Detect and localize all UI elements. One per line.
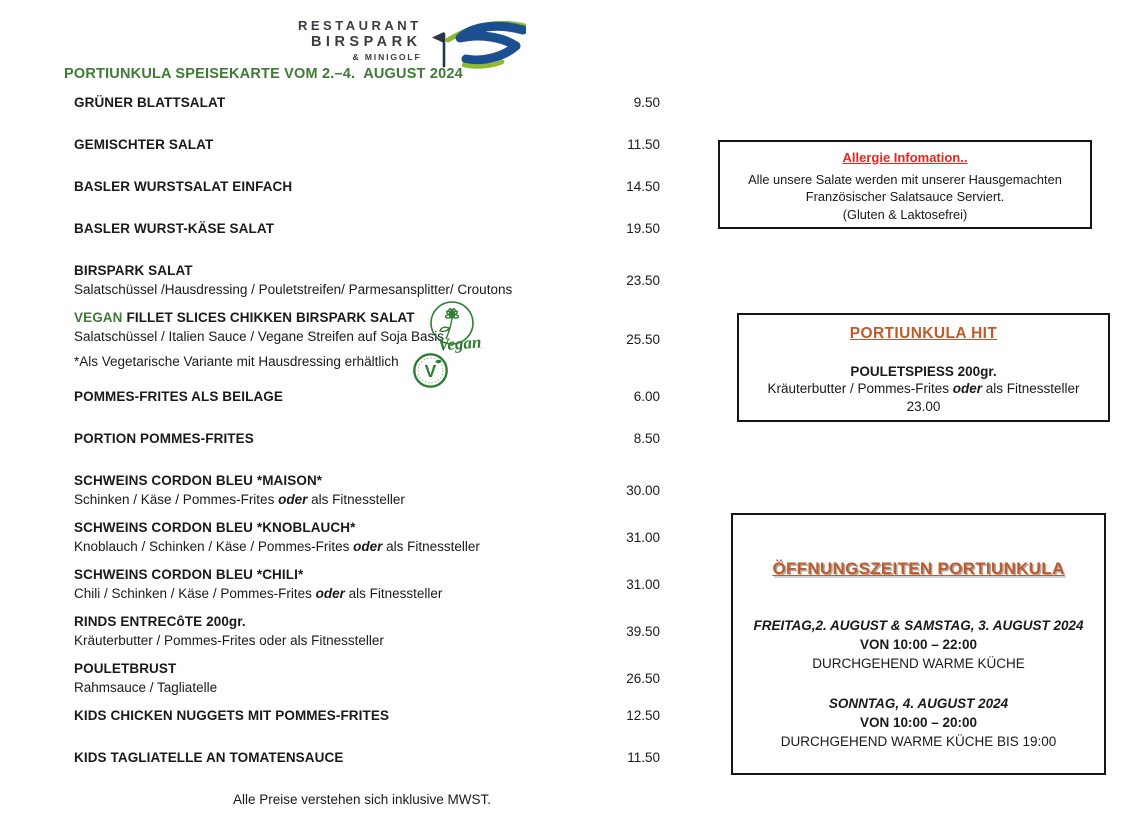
menu-item-description: Kräuterbutter / Pommes-Frites oder als Fitnessteller xyxy=(74,633,384,648)
menu-item-price: 11.50 xyxy=(627,750,660,765)
menu-item-text xyxy=(74,661,217,695)
menu-item-text xyxy=(74,179,292,194)
menu-item-description: Salatschüssel / Italien Sauce / Vegane Streifen auf Soja Basis xyxy=(74,329,444,344)
menu-item-text xyxy=(74,263,512,297)
menu-item-name: GRÜNER BLATTSALAT xyxy=(74,95,226,110)
menu-item-row xyxy=(64,567,660,601)
menu-item-name: BIRSPARK SALAT xyxy=(74,263,193,278)
menu-item-row xyxy=(64,179,660,194)
menu-item-price: 14.50 xyxy=(626,179,660,194)
menu-item-text xyxy=(74,389,283,404)
vegan-tag: VEGAN xyxy=(74,310,123,325)
menu-item-name: BASLER WURSTSALAT EINFACH xyxy=(74,179,293,194)
menu-item-text xyxy=(74,95,225,110)
menu-item-price: 31.00 xyxy=(626,576,660,592)
menu-item-price: 39.50 xyxy=(626,623,660,639)
opening-hours-section xyxy=(733,616,1104,673)
menu-item-name: BASLER WURST-KÄSE SALAT xyxy=(74,221,275,236)
menu-item-row xyxy=(64,310,660,381)
menu-item-price: 9.50 xyxy=(633,95,660,110)
menu-item-text xyxy=(74,137,213,152)
logo-line-birspark: BIRSPARK xyxy=(310,34,422,50)
menu-item-price: 25.50 xyxy=(626,332,660,347)
opening-hours-box xyxy=(731,513,1106,775)
menu-item-row xyxy=(64,520,660,554)
menu-item-name: POULETBRUST xyxy=(74,661,177,676)
menu-item-price: 26.50 xyxy=(626,670,660,686)
menu-item-text xyxy=(74,614,384,648)
menu-item-description: Chili / Schinken / Käse / Pommes-Frites oder als Fitnessteller xyxy=(74,586,443,601)
menu-item-name: POMMES-FRITES ALS BEILAGE xyxy=(74,389,284,404)
menu-item-name: SCHWEINS CORDON BLEU *CHILI* xyxy=(74,567,304,582)
menu-item-name: SCHWEINS CORDON BLEU *KNOBLAUCH* xyxy=(74,520,356,535)
menu-item-price: 8.50 xyxy=(633,431,660,446)
menu-item-text xyxy=(74,520,480,554)
opening-hours-time: VON 10:00 – 20:00 xyxy=(859,715,978,730)
menu-item-price: 6.00 xyxy=(633,389,660,404)
menu-item-text xyxy=(74,310,444,369)
allergy-box-line1: Alle unsere Salate werden mit unserer Hausgemachten xyxy=(748,172,1062,187)
menu-item-name: KIDS CHICKEN NUGGETS MIT POMMES-FRITES xyxy=(74,708,390,723)
hit-dish-name: POULETSPIESS 200gr. xyxy=(850,364,997,379)
menu-item-row xyxy=(64,137,660,152)
menu-item-row xyxy=(64,263,660,297)
allergy-info-box xyxy=(718,140,1092,229)
menu-item-description: Rahmsauce / Tagliatelle xyxy=(74,680,218,695)
logo-line-restaurant: RESTAURANT xyxy=(298,18,422,33)
menu-item-name: PORTION POMMES-FRITES xyxy=(74,431,254,446)
vegetarian-v-label-icon xyxy=(412,352,449,394)
allergy-box-line3: (Gluten & Laktosefrei) xyxy=(842,206,968,222)
menu-item-row xyxy=(64,221,660,236)
menu-item-price: 23.50 xyxy=(626,272,660,288)
opening-hours-section xyxy=(733,694,1104,751)
menu-item-text xyxy=(74,473,405,507)
opening-hours-days: SONNTAG, 4. AUGUST 2024 xyxy=(828,696,1009,711)
svg-text:V: V xyxy=(424,360,437,381)
menu-item-name: KIDS TAGLIATELLE AN TOMATENSAUCE xyxy=(74,750,344,765)
menu-item-text xyxy=(74,431,254,446)
menu-item-price: 19.50 xyxy=(626,221,660,236)
portiunkula-hit-box xyxy=(737,313,1110,422)
menu-item-text xyxy=(74,567,442,601)
page-title: PORTIUNKULA SPEISEKARTE VOM 2.–4. AUGUST 2024 xyxy=(64,66,463,82)
opening-hours-note: DURCHGEHEND WARME KÜCHE BIS 19:00 xyxy=(780,734,1057,749)
menu-item-row xyxy=(64,389,660,404)
menu-item-text xyxy=(74,708,389,723)
logo-wordmark xyxy=(298,18,422,62)
opening-hours-days: FREITAG,2. AUGUST & SAMSTAG, 3. AUGUST 2024 xyxy=(753,618,1084,633)
menu-item-price: 12.50 xyxy=(626,708,660,723)
menu-item-name: SCHWEINS CORDON BLEU *MAISON* xyxy=(74,473,323,488)
menu-item-note: *Als Vegetarische Variante mit Hausdressing erhältlich xyxy=(74,354,399,369)
allergy-box-line2: Französischer Salatsauce Serviert. xyxy=(805,189,1005,205)
opening-hours-note: DURCHGEHEND WARME KÜCHE xyxy=(812,656,1025,671)
menu-item-row xyxy=(64,750,660,765)
menu-list xyxy=(64,95,660,807)
opening-hours-title: ÖFFNUNGSZEITEN PORTIUNKULA xyxy=(772,559,1065,578)
menu-item-text xyxy=(74,750,343,765)
menu-item-description: Knoblauch / Schinken / Käse / Pommes-Frites oder als Fitnessteller xyxy=(74,539,480,554)
menu-item-price: 11.50 xyxy=(627,137,660,152)
menu-item-name: GEMISCHTER SALAT xyxy=(74,137,214,152)
menu-item-row xyxy=(64,661,660,695)
menu-item-row xyxy=(64,614,660,648)
menu-item-price: 31.00 xyxy=(626,529,660,545)
menu-item-text xyxy=(74,221,274,236)
menu-item-price: 30.00 xyxy=(626,482,660,498)
logo-line-minigolf: & MINIGOLF xyxy=(352,52,422,62)
golf-flag-swoosh-icon xyxy=(430,18,526,70)
svg-text:Vegan: Vegan xyxy=(437,332,482,355)
menu-item-name: RINDS ENTRECôTE 200gr. xyxy=(74,614,246,629)
menu-item-row xyxy=(64,708,660,723)
opening-hours-time: VON 10:00 – 22:00 xyxy=(859,637,978,652)
hit-dish-price: 23.00 xyxy=(906,399,941,414)
vat-footnote: Alle Preise verstehen sich inklusive MWST. xyxy=(232,792,492,807)
restaurant-logo xyxy=(298,18,526,70)
menu-item-row xyxy=(64,473,660,507)
menu-item-description: Salatschüssel /Hausdressing / Pouletstreifen/ Parmesansplitter/ Croutons xyxy=(74,282,513,297)
menu-item-name: VEGAN FILLET SLICES CHIKKEN BIRSPARK SALAT xyxy=(74,310,415,325)
allergy-box-title: Allergie Infomation.. xyxy=(842,150,968,165)
hit-dish-description: Kräuterbutter / Pommes-Frites oder als Fitnessteller xyxy=(767,381,1080,396)
hit-box-title: PORTIUNKULA HIT xyxy=(849,325,998,342)
menu-item-row xyxy=(64,95,660,110)
menu-item-row xyxy=(64,431,660,446)
menu-item-description: Schinken / Käse / Pommes-Frites oder als Fitnessteller xyxy=(74,492,405,507)
